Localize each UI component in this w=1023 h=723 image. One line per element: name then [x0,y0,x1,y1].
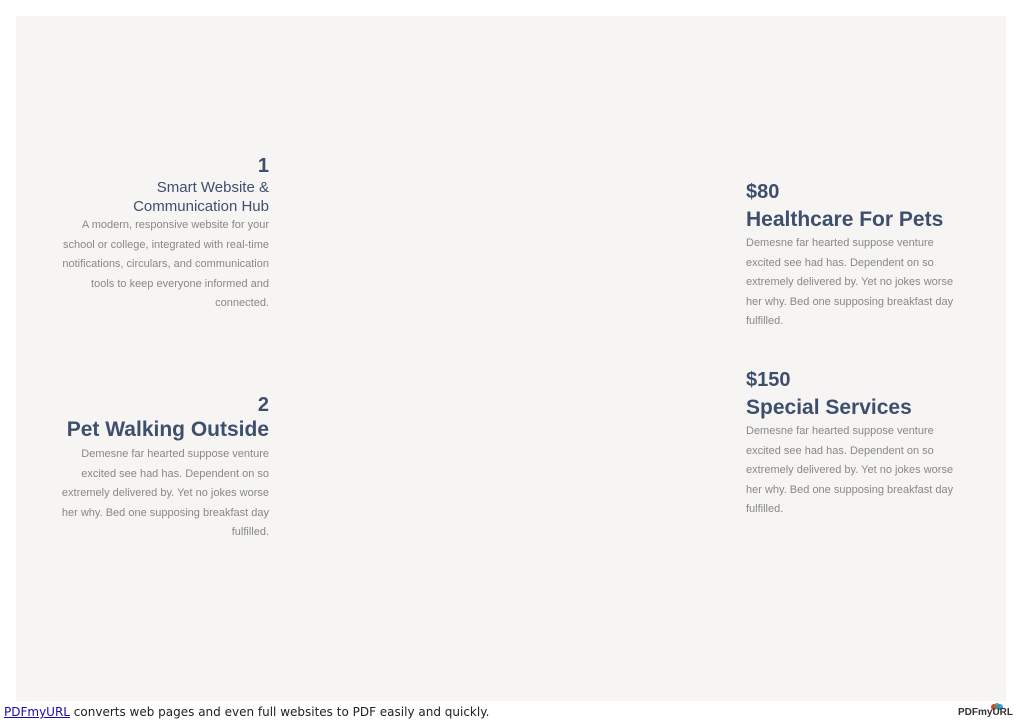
desc-line: Demesne far hearted suppose venture [81,448,269,460]
desc-line: notifications, circulars, and communication [62,258,269,270]
page-canvas [16,16,1006,701]
pricing-title: Healthcare For Pets [746,208,944,231]
pricing-item-healthcare [746,179,986,332]
pricing-description [746,234,986,332]
desc-line: extremely delivered by. Yet no jokes worse [746,464,954,476]
desc-line: fulfilled. [746,315,784,327]
desc-line: excited see had has. Dependent on so [746,444,934,457]
price-label: $150 [746,369,791,391]
desc-line: excited see had has. Dependent on so [81,467,269,480]
desc-line: her why. Bed one supposing breakfast day [746,295,954,308]
feature-item-2 [46,393,269,543]
feature-title-line-1: Smart Website & [156,179,269,196]
feature-description [46,445,269,543]
pricing-item-special [746,367,986,520]
price-label: $80 [746,181,780,203]
desc-line: extremely delivered by. Yet no jokes worse [61,487,269,499]
desc-line: tools to keep everyone informed and [91,277,269,290]
desc-line: fulfilled. [746,503,784,515]
pdfmyurl-link[interactable]: PDFmyURL [4,705,70,719]
desc-line: fulfilled. [231,526,269,538]
feature-number: 2 [257,394,269,416]
feature-number: 1 [257,155,269,177]
feature-title-line-2: Communication Hub [133,198,269,215]
desc-line: her why. Bed one supposing breakfast day [61,506,269,519]
feature-item-1 [46,154,269,314]
desc-line: excited see had has. Dependent on so [746,256,934,269]
pricing-title: Special Services [746,396,912,419]
feature-title: Pet Walking Outside [66,418,269,441]
feature-description [46,216,269,314]
desc-line: her why. Bed one supposing breakfast day [746,483,954,496]
desc-line: Demesne far hearted suppose venture [746,237,934,249]
logo-text: PDFmyURL [958,707,1014,718]
desc-line: Demesne far hearted suppose venture [746,425,934,437]
footer-bar [4,705,489,719]
desc-line: school or college, integrated with real-time [62,238,269,251]
desc-line: extremely delivered by. Yet no jokes worse [746,276,954,288]
pdfmyurl-logo[interactable] [958,703,1014,721]
pricing-description [746,422,986,520]
footer-text: converts web pages and even full websites to PDF easily and quickly. [69,705,490,719]
desc-line: connected. [215,297,269,309]
desc-line: A modern, responsive website for your [81,219,269,231]
